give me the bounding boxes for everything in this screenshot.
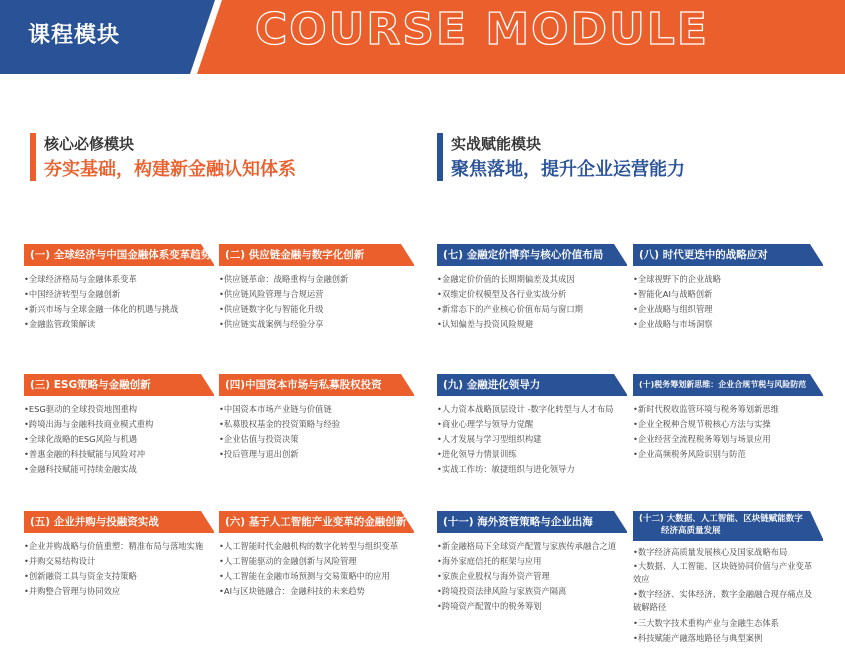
module-card-4 — [219, 374, 414, 462]
module-title: (一) 全球经济与中国金融体系变革趋势 — [24, 244, 214, 266]
module-title: (四)中国资本市场与私募股权投资 — [219, 374, 414, 396]
core-module-label: 核心必修模块 — [44, 135, 135, 153]
module-card-1 — [24, 244, 214, 332]
list-item: •金融定价价值的长期期偏差及其成因 — [437, 274, 575, 284]
list-item: •智能化AI与战略创新 — [633, 289, 713, 299]
banner — [0, 0, 845, 74]
module-title: (八) 时代更迭中的战略应对 — [633, 244, 823, 266]
list-item: •跨境资产配置中的税务筹划 — [437, 601, 542, 611]
list-item: •企业经营全流程税务筹划与场景应用 — [633, 434, 771, 444]
list-item: •人工智能在金融市场预测与交易策略中的应用 — [219, 571, 390, 581]
core-module-slogan: 夯实基础，构建新金融认知体系 — [44, 159, 296, 180]
list-item: •普惠金融的科技赋能与风险对冲 — [24, 449, 146, 459]
module-items — [24, 539, 214, 599]
module-card-7 — [437, 244, 627, 332]
module-items — [219, 272, 414, 332]
list-item: •商业心理学与领导力觉醒 — [437, 419, 534, 429]
core-module-accent-bar — [30, 133, 36, 181]
list-item: •金融监管政策解读 — [24, 319, 96, 329]
banner-title-en: COURSE MODULE — [255, 4, 709, 55]
list-item: •私募股权基金的投资策略与经验 — [219, 419, 341, 429]
list-item: •人才发展与学习型组织构建 — [437, 434, 542, 444]
list-item: •跨境出海与金融科技商业模式重构 — [24, 419, 154, 429]
module-title: (五) 企业并购与投融资实战 — [24, 511, 214, 533]
module-items — [437, 539, 627, 614]
list-item: •供应链风险管理与合规运营 — [219, 289, 324, 299]
list-item: •三大数字技术重构产业与金融生态体系 — [633, 618, 779, 628]
module-items — [219, 402, 414, 462]
list-item: •人工智能时代金融机构的数字化转型与组织变革 — [219, 541, 399, 551]
list-item: •人力资本战略顶层设计 -数字化转型与人才布局 — [437, 404, 614, 414]
module-title: (六) 基于人工智能产业变革的金融创新 — [219, 511, 414, 533]
list-item: •并购整合管理与协同效应 — [24, 586, 121, 596]
module-items — [219, 539, 414, 599]
list-item: •新兴市场与全球金融一体化的机遇与挑战 — [24, 304, 179, 314]
list-item: •海外家庭信托的框架与应用 — [437, 556, 542, 566]
module-items — [437, 402, 627, 477]
module-card-5 — [24, 511, 214, 599]
module-title: (九) 金融进化领导力 — [437, 374, 627, 396]
list-item: •供应链数字化与智能化升级 — [219, 304, 324, 314]
list-item: •数字经济、实体经济、数字金融融合现存痛点及破解路径 — [633, 589, 813, 612]
module-card-3 — [24, 374, 214, 477]
module-title — [633, 511, 823, 541]
list-item: •企业全税种合规节税核心方法与实操 — [633, 419, 771, 429]
list-item: •大数据、人工智能、区块链协同价值与产业变革效应 — [633, 561, 813, 584]
module-items — [633, 545, 823, 646]
list-item: •ESG驱动的全球投资地图重构 — [24, 404, 138, 414]
list-item: •企业高频税务风险识别与防范 — [633, 449, 746, 459]
module-title: (十一) 海外资管策略与企业出海 — [437, 511, 627, 533]
list-item: •中国资本市场产业链与价值链 — [219, 404, 332, 414]
list-item: •供应链革命：战略重构与金融创新 — [219, 274, 349, 284]
module-items — [24, 272, 214, 332]
list-item: •全球化战略的ESG风险与机遇 — [24, 434, 138, 444]
list-item: •投后管理与退出创新 — [219, 449, 299, 459]
list-item: •实战工作坊：敏捷组织与进化领导力 — [437, 464, 575, 474]
module-title-line: 经济高质量发展 — [661, 526, 721, 536]
module-card-6 — [219, 511, 414, 599]
list-item: •供应链实战案例与经验分享 — [219, 319, 324, 329]
list-item: •企业估值与投资决策 — [219, 434, 299, 444]
module-items — [24, 402, 214, 477]
module-card-11 — [437, 511, 627, 614]
list-item: •企业并购战略与价值重塑：精准布局与落地实施 — [24, 541, 204, 551]
module-title-line: (十二) 大数据、人工智能、区块链赋能数字 — [639, 514, 803, 524]
list-item: •数字经济高质量发展核心及国家战略布局 — [633, 547, 788, 557]
module-title: (十)税务筹划新思维：企业合规节税与风险防范 — [633, 374, 823, 396]
module-title: (二) 供应链金融与数字化创新 — [219, 244, 414, 266]
list-item: •中国经济转型与金融创新 — [24, 289, 121, 299]
module-items — [437, 272, 627, 332]
list-item: •金融科技赋能可持续金融实战 — [24, 464, 137, 474]
list-item: •企业战略与组织管理 — [633, 304, 713, 314]
list-item: •进化领导力情景训练 — [437, 449, 517, 459]
list-item: •人工智能驱动的金融创新与风险管理 — [219, 556, 357, 566]
module-card-12 — [633, 511, 823, 646]
module-items — [633, 272, 823, 332]
list-item: •双维定价权模型及各行业实战分析 — [437, 289, 567, 299]
list-item: •新时代税收监管环境与税务筹划新思维 — [633, 404, 779, 414]
list-item: •全球视野下的企业战略 — [633, 274, 721, 284]
list-item: •企业战略与市场洞察 — [633, 319, 713, 329]
list-item: •并购交易结构设计 — [24, 556, 96, 566]
list-item: •创新融资工具与资金支持策略 — [24, 571, 137, 581]
practical-module-label: 实战赋能模块 — [451, 135, 542, 153]
list-item: •跨境投资法律风险与家族资产隔离 — [437, 586, 567, 596]
list-item: •科技赋能产融落地路径与典型案例 — [633, 633, 763, 643]
list-item: •认知偏差与投资风险规避 — [437, 319, 534, 329]
list-item: •新金融格局下全球资产配置与家族传承融合之道 — [437, 541, 617, 551]
practical-module-slogan: 聚焦落地，提升企业运营能力 — [451, 159, 685, 180]
practical-module-accent-bar — [437, 133, 443, 181]
module-card-9 — [437, 374, 627, 477]
module-items — [633, 402, 823, 462]
list-item: •家族企业股权与海外资产管理 — [437, 571, 550, 581]
list-item: •新常态下的产业核心价值布局与窗口期 — [437, 304, 583, 314]
module-card-2 — [219, 244, 414, 332]
list-item: •全球经济格局与金融体系变革 — [24, 274, 137, 284]
module-title: (七) 金融定价博弈与核心价值布局 — [437, 244, 627, 266]
module-card-10 — [633, 374, 823, 462]
module-card-8 — [633, 244, 823, 332]
banner-title: 课程模块 — [28, 23, 121, 48]
module-title: (三) ESG策略与金融创新 — [24, 374, 214, 396]
list-item: •AI与区块链融合：金融科技的未来趋势 — [219, 586, 365, 596]
